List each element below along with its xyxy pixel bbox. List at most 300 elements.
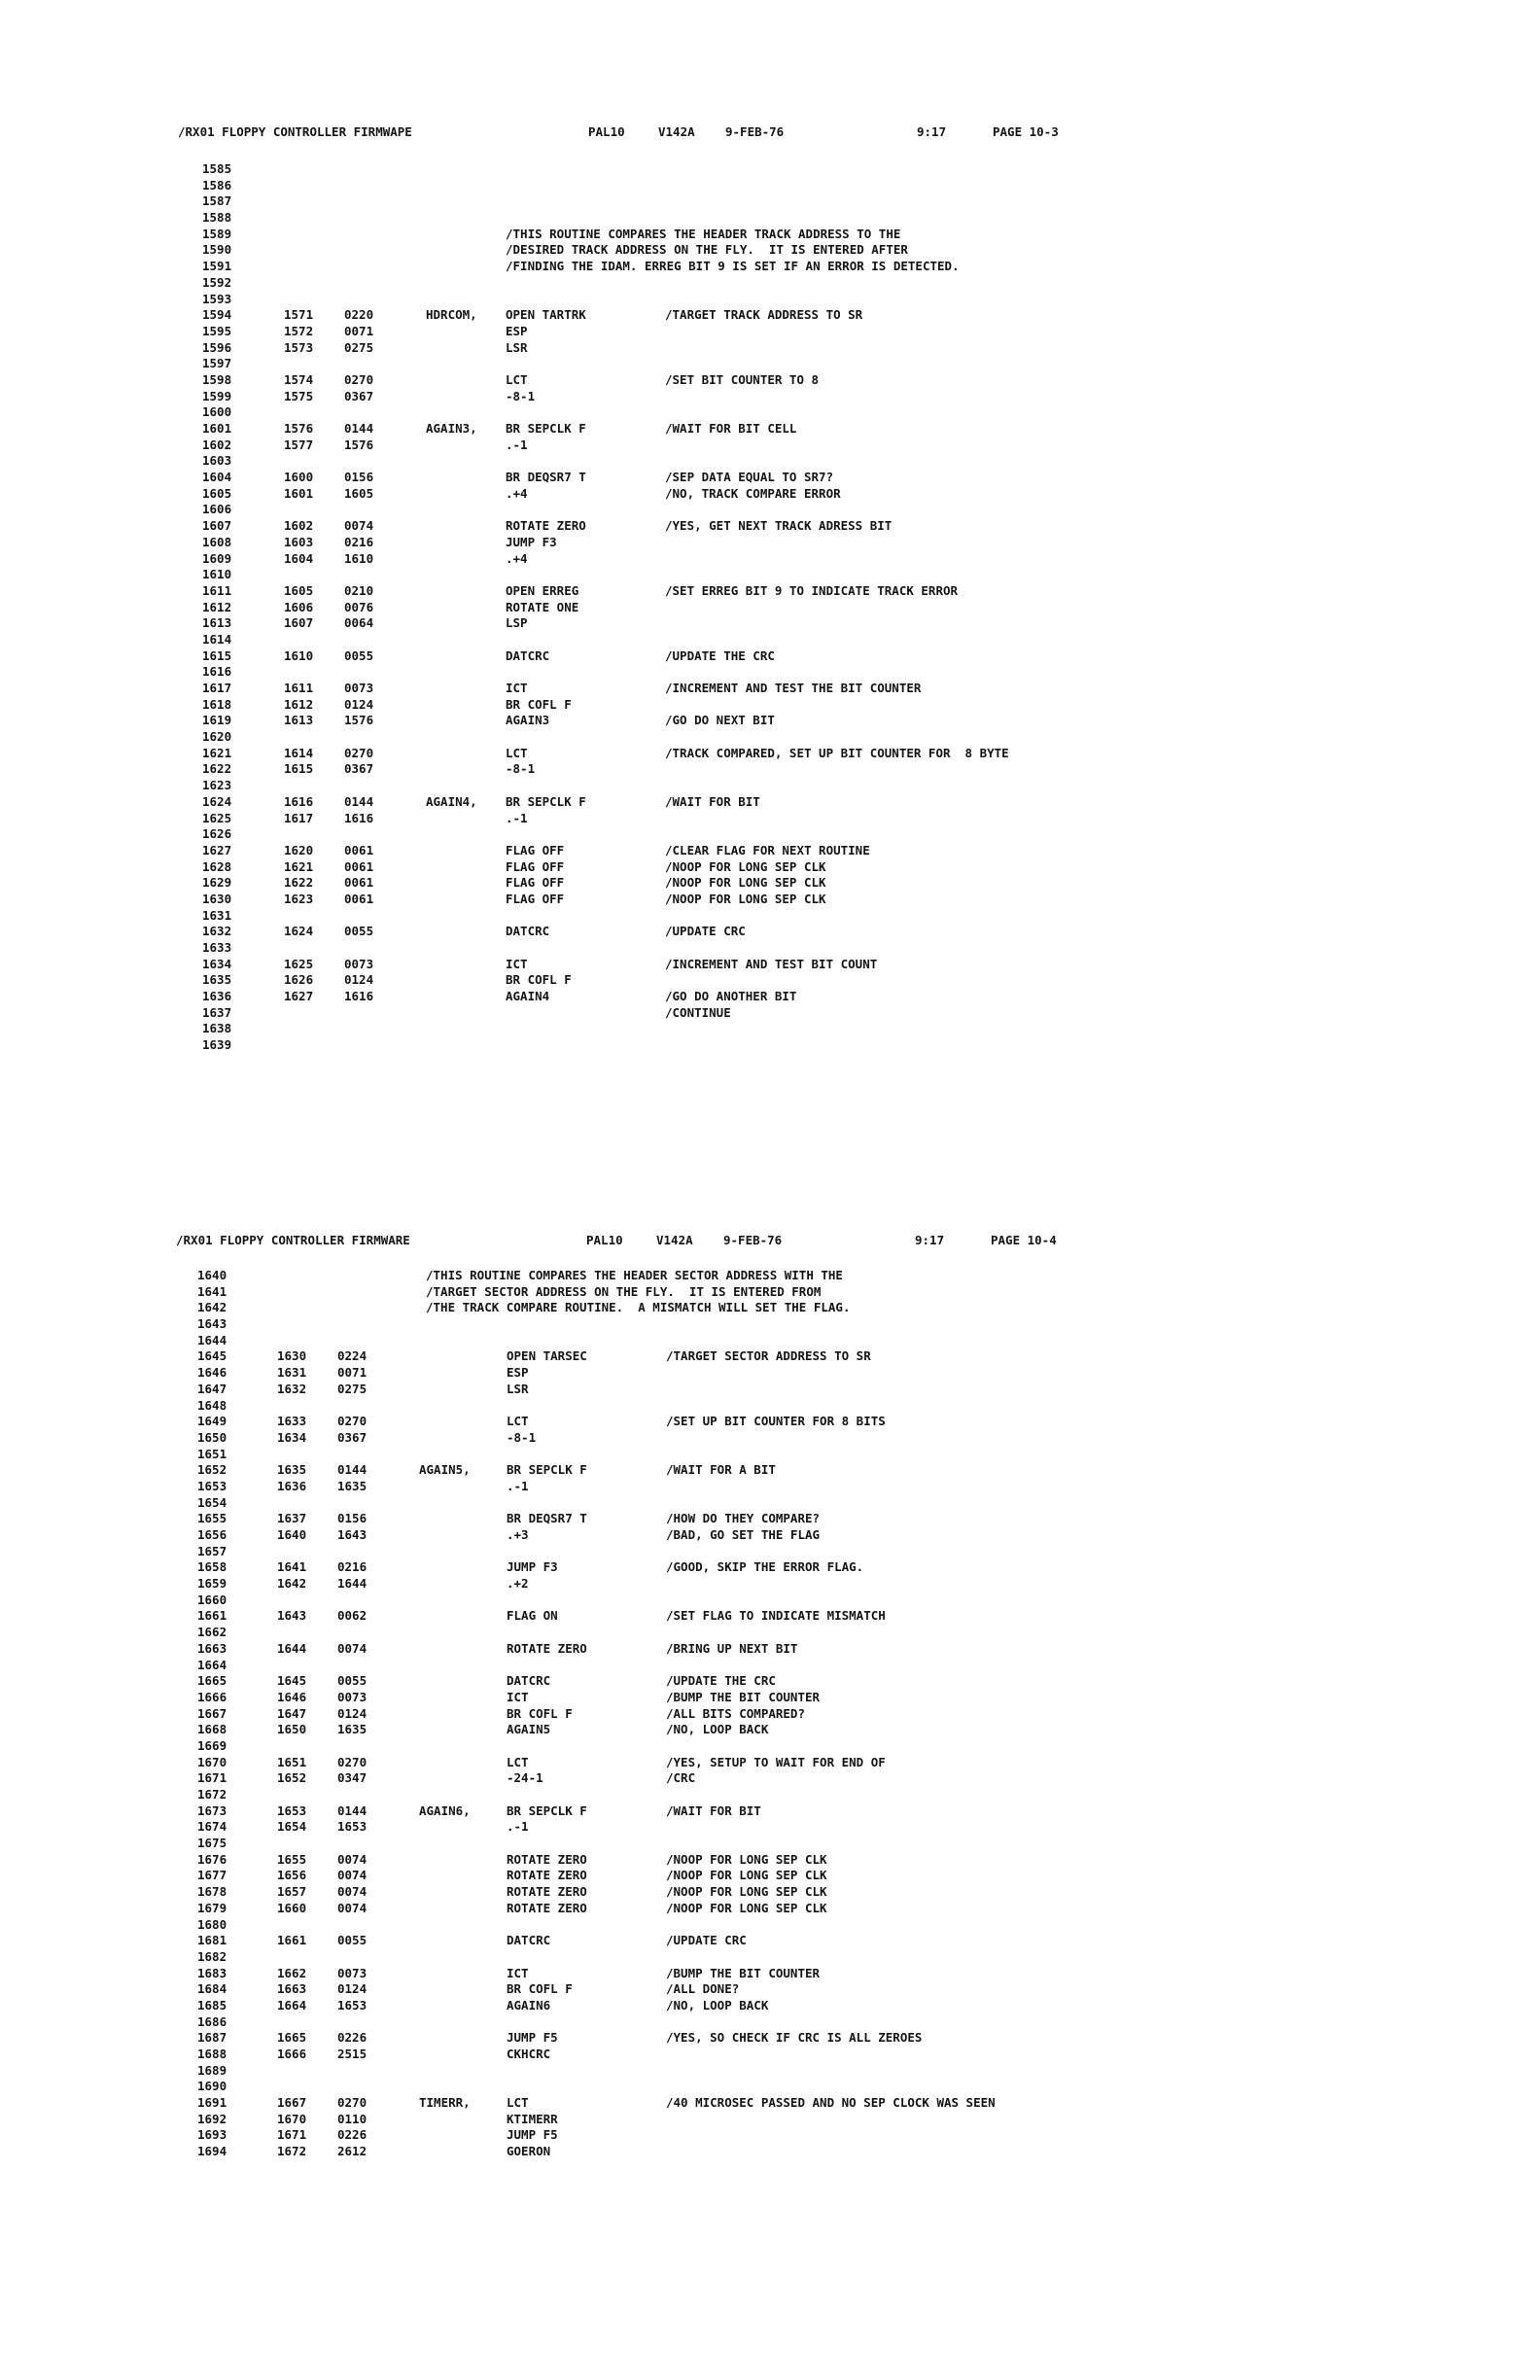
octal-address: 1572	[284, 323, 314, 338]
comment: /INCREMENT AND TEST BIT COUNT	[665, 956, 878, 971]
instruction: OPEN ERREG	[506, 582, 579, 598]
octal-code: 0144	[344, 421, 374, 436]
octal-code: 0270	[337, 1754, 368, 1769]
instruction: ICT	[507, 1689, 529, 1704]
line-number: 1590	[202, 242, 232, 258]
block-comment: /THIS ROUTINE COMPARES THE HEADER TRACK ADDRESS TO THE	[506, 226, 901, 241]
comment: /WAIT FOR BIT	[665, 793, 760, 809]
octal-code: 0071	[337, 1365, 368, 1381]
instruction: LCT	[507, 1754, 529, 1769]
line-number: 1622	[202, 761, 232, 777]
comment: /UPDATE CRC	[665, 924, 746, 939]
line-number: 1678	[197, 1884, 228, 1900]
line-number: 1589	[202, 226, 232, 241]
line-number: 1594	[202, 307, 232, 323]
line-number: 1597	[202, 356, 232, 371]
instruction: ESP	[506, 323, 528, 338]
octal-code: 1610	[344, 550, 374, 566]
line-number: 1682	[197, 1948, 228, 1964]
octal-code: 0055	[337, 1673, 368, 1689]
instruction: ESP	[507, 1365, 529, 1381]
comment: /NOOP FOR LONG SEP CLK	[665, 858, 826, 874]
comment: /CONTINUE	[665, 1004, 731, 1020]
octal-code: 0367	[344, 761, 374, 777]
line-number: 1656	[197, 1527, 228, 1542]
octal-code: 0076	[344, 599, 374, 614]
octal-address: 1643	[277, 1608, 307, 1624]
assembler-name: PAL10	[588, 124, 625, 139]
octal-code: 0074	[337, 1868, 368, 1883]
comment: /NOOP FOR LONG SEP CLK	[665, 875, 826, 891]
instruction: .+4	[506, 485, 528, 501]
comment: /INCREMENT AND TEST THE BIT COUNTER	[665, 681, 922, 695]
line-number: 1674	[197, 1819, 228, 1835]
line-number: 1640	[197, 1268, 228, 1282]
instruction: FLAG OFF	[506, 875, 565, 891]
octal-address: 1600	[284, 470, 314, 485]
comment: /ALL BITS COMPARED?	[666, 1705, 805, 1721]
comment: /ALL DONE?	[666, 1981, 740, 1997]
octal-code: 0226	[337, 2030, 368, 2046]
octal-address: 1625	[284, 956, 314, 971]
assembler-version: V142A	[658, 124, 695, 139]
comment: /TRACK COMPARED, SET UP BIT COUNTER FOR 8 BYTE	[665, 745, 1009, 760]
octal-address: 1615	[284, 761, 314, 777]
octal-address: 1646	[277, 1689, 307, 1704]
octal-address: 1604	[284, 550, 314, 566]
octal-code: 0216	[337, 1559, 368, 1575]
page-header	[178, 124, 1059, 142]
instruction: .-1	[507, 1478, 529, 1493]
line-number: 1617	[202, 681, 232, 695]
line-number: 1605	[202, 485, 232, 501]
comment: /UPDATE THE CRC	[666, 1673, 776, 1689]
line-number: 1662	[197, 1625, 228, 1640]
octal-address: 1626	[284, 972, 314, 988]
octal-code: 0061	[344, 842, 374, 858]
line-number: 1607	[202, 518, 232, 534]
line-number: 1688	[197, 2047, 228, 2061]
line-number: 1651	[197, 1446, 228, 1461]
instruction: AGAIN6	[507, 1997, 551, 2012]
line-number: 1601	[202, 421, 232, 436]
octal-code: 0144	[344, 793, 374, 809]
octal-address: 1670	[277, 2111, 307, 2126]
octal-code: 1616	[344, 989, 374, 1004]
line-number: 1693	[197, 2127, 228, 2143]
comment: /UPDATE THE CRC	[665, 648, 775, 663]
octal-address: 1655	[277, 1851, 307, 1867]
comment: /UPDATE CRC	[666, 1933, 747, 1948]
instruction: BR COFL F	[506, 696, 572, 712]
line-number: 1634	[202, 956, 232, 971]
instruction: OPEN TARTRK	[506, 307, 586, 323]
instruction: BR SEPCLK F	[507, 1802, 587, 1818]
octal-address: 1571	[284, 307, 314, 323]
comment: /TARGET TRACK ADDRESS TO SR	[665, 307, 863, 323]
octal-address: 1650	[277, 1722, 307, 1737]
line-number: 1606	[202, 502, 232, 517]
line-number: 1627	[202, 842, 232, 858]
line-number: 1612	[202, 599, 232, 614]
octal-code: 0110	[337, 2111, 368, 2126]
octal-code: 0270	[337, 1414, 368, 1429]
line-number: 1614	[202, 631, 232, 647]
instruction: AGAIN3	[506, 713, 550, 728]
instruction: LCT	[507, 2095, 529, 2111]
octal-address: 1634	[277, 1429, 307, 1445]
octal-address: 1647	[277, 1705, 307, 1721]
instruction: GOERON	[507, 2144, 551, 2159]
octal-address: 1607	[284, 615, 314, 631]
instruction: BR COFL F	[507, 1705, 573, 1721]
comment: /HOW DO THEY COMPARE?	[666, 1511, 821, 1526]
instruction: .-1	[507, 1819, 529, 1835]
instruction: ROTATE ZERO	[506, 518, 586, 534]
octal-address: 1622	[284, 875, 314, 891]
comment: /NOOP FOR LONG SEP CLK	[665, 891, 826, 906]
octal-code: 0367	[337, 1429, 368, 1445]
line-number: 1611	[202, 582, 232, 598]
line-number: 1598	[202, 371, 232, 387]
octal-address: 1573	[284, 339, 314, 355]
block-comment: /TARGET SECTOR ADDRESS ON THE FLY. IT IS ENTERED FROM	[426, 1283, 822, 1299]
line-number: 1661	[197, 1608, 228, 1624]
instruction: BR DEQSR7 T	[507, 1511, 587, 1526]
comment: /BUMP THE BIT COUNTER	[666, 1689, 821, 1704]
line-number: 1596	[202, 339, 232, 355]
comment: /CLEAR FLAG FOR NEXT ROUTINE	[665, 842, 870, 858]
listing-time: 9:17	[917, 124, 947, 139]
instruction: ROTATE ZERO	[507, 1851, 587, 1867]
instruction: AGAIN4	[506, 989, 550, 1004]
comment: /CRC	[666, 1770, 696, 1786]
instruction: .+4	[506, 550, 528, 566]
line-number: 1679	[197, 1900, 228, 1915]
octal-code: 0073	[344, 956, 374, 971]
line-number: 1613	[202, 615, 232, 631]
octal-code: 0073	[337, 1965, 368, 1980]
octal-address: 1656	[277, 1868, 307, 1883]
line-number: 1618	[202, 696, 232, 712]
octal-code: 0270	[344, 745, 374, 760]
instruction: ROTATE ZERO	[507, 1868, 587, 1883]
instruction: -8-1	[506, 388, 536, 403]
instruction: .-1	[506, 810, 528, 825]
line-number: 1616	[202, 664, 232, 680]
comment: /NO, TRACK COMPARE ERROR	[665, 485, 841, 501]
octal-address: 1645	[277, 1673, 307, 1689]
octal-code: 0210	[344, 582, 374, 598]
line-number: 1638	[202, 1021, 232, 1036]
instruction: ICT	[506, 956, 528, 971]
comment: /BAD, GO SET THE FLAG	[666, 1527, 821, 1542]
octal-code: 0220	[344, 307, 374, 323]
symbol-label: AGAIN6,	[419, 1802, 471, 1818]
symbol-label: HDRCOM,	[426, 307, 477, 323]
line-number: 1691	[197, 2095, 228, 2111]
comment: /SET UP BIT COUNTER FOR 8 BITS	[666, 1414, 886, 1429]
octal-code: 0074	[337, 1900, 368, 1915]
octal-code: 0124	[337, 1705, 368, 1721]
instruction: DATCRC	[506, 924, 550, 939]
octal-code: 1653	[337, 1997, 368, 2012]
octal-address: 1631	[277, 1365, 307, 1381]
instruction: LSR	[507, 1381, 529, 1396]
octal-code: 1644	[337, 1576, 368, 1592]
instruction: DATCRC	[507, 1673, 551, 1689]
comment: /SEP DATA EQUAL TO SR7?	[665, 470, 834, 485]
listing-title: /RX01 FLOPPY CONTROLLER FIRMWAPE	[178, 124, 412, 139]
comment: /SET BIT COUNTER TO 8	[665, 371, 820, 387]
octal-code: 1605	[344, 485, 374, 501]
line-number: 1648	[197, 1397, 228, 1413]
octal-address: 1667	[277, 2095, 307, 2111]
line-number: 1687	[197, 2030, 228, 2046]
octal-code: 0055	[337, 1933, 368, 1948]
octal-address: 1672	[277, 2144, 307, 2159]
instruction: ROTATE ZERO	[507, 1900, 587, 1915]
line-number: 1586	[202, 177, 232, 192]
octal-code: 0275	[344, 339, 374, 355]
line-number: 1676	[197, 1851, 228, 1867]
comment: /NO, LOOP BACK	[666, 1722, 769, 1737]
octal-code: 0055	[344, 924, 374, 939]
line-number: 1660	[197, 1592, 228, 1607]
octal-code: 1576	[344, 713, 374, 728]
comment: /WAIT FOR A BIT	[666, 1462, 776, 1478]
octal-address: 1605	[284, 582, 314, 598]
instruction: LCT	[507, 1414, 529, 1429]
symbol-label: TIMERR,	[419, 2095, 471, 2111]
line-number: 1644	[197, 1332, 228, 1348]
comment: /NOOP FOR LONG SEP CLK	[666, 1868, 827, 1883]
line-number: 1620	[202, 729, 232, 745]
line-number: 1681	[197, 1933, 228, 1948]
comment: /TARGET SECTOR ADDRESS TO SR	[666, 1348, 871, 1364]
line-number: 1608	[202, 534, 232, 549]
line-number: 1619	[202, 713, 232, 728]
instruction: FLAG ON	[507, 1608, 558, 1624]
comment: /GO DO NEXT BIT	[665, 713, 775, 728]
octal-address: 1601	[284, 485, 314, 501]
block-comment: /THE TRACK COMPARE ROUTINE. A MISMATCH WILL SET THE FLAG.	[426, 1300, 851, 1315]
instruction: ICT	[507, 1965, 529, 1980]
line-number: 1591	[202, 259, 232, 274]
listing-date: 9-FEB-76	[725, 124, 785, 139]
line-number: 1623	[202, 778, 232, 793]
line-number: 1646	[197, 1365, 228, 1381]
listing-date: 9-FEB-76	[723, 1233, 783, 1247]
line-number: 1587	[202, 193, 232, 209]
octal-code: 0216	[344, 534, 374, 549]
line-number: 1629	[202, 875, 232, 891]
octal-code: 0061	[344, 891, 374, 906]
octal-address: 1641	[277, 1559, 307, 1575]
instruction: FLAG OFF	[506, 842, 565, 858]
octal-code: 2515	[337, 2047, 368, 2061]
octal-code: 0124	[344, 972, 374, 988]
octal-address: 1603	[284, 534, 314, 549]
instruction: AGAIN5	[507, 1722, 551, 1737]
instruction: .+3	[507, 1527, 529, 1542]
block-comment: /DESIRED TRACK ADDRESS ON THE FLY. IT IS ENTERED AFTER	[506, 242, 908, 258]
line-number: 1649	[197, 1414, 228, 1429]
symbol-label: AGAIN4,	[426, 793, 477, 809]
instruction: DATCRC	[507, 1933, 551, 1948]
octal-address: 1574	[284, 371, 314, 387]
octal-address: 1664	[277, 1997, 307, 2012]
line-number: 1641	[197, 1283, 228, 1299]
instruction: -24-1	[507, 1770, 543, 1786]
line-number: 1600	[202, 404, 232, 420]
instruction: -8-1	[506, 761, 536, 777]
line-number: 1624	[202, 793, 232, 809]
line-number: 1592	[202, 274, 232, 290]
line-number: 1671	[197, 1770, 228, 1786]
instruction: ROTATE ZERO	[507, 1884, 587, 1900]
octal-code: 1635	[337, 1722, 368, 1737]
instruction: ROTATE ZERO	[507, 1640, 587, 1656]
line-number: 1690	[197, 2079, 228, 2094]
instruction: .+2	[507, 1576, 529, 1592]
instruction: BR SEPCLK F	[506, 793, 586, 809]
line-number: 1602	[202, 437, 232, 452]
line-number: 1636	[202, 989, 232, 1004]
comment: /SET ERREG BIT 9 TO INDICATE TRACK ERROR	[665, 582, 959, 598]
octal-code: 0073	[337, 1689, 368, 1704]
octal-code: 0270	[344, 371, 374, 387]
comment: /YES, SO CHECK IF CRC IS ALL ZEROES	[666, 2030, 923, 2046]
octal-code: 0156	[337, 1511, 368, 1526]
line-number: 1630	[202, 891, 232, 906]
line-number: 1655	[197, 1511, 228, 1526]
octal-address: 1627	[284, 989, 314, 1004]
line-number: 1603	[202, 453, 232, 469]
octal-address: 1651	[277, 1754, 307, 1769]
octal-address: 1576	[284, 421, 314, 436]
line-number: 1632	[202, 924, 232, 939]
instruction: BR SEPCLK F	[507, 1462, 587, 1478]
octal-address: 1612	[284, 696, 314, 712]
octal-code: 0064	[344, 615, 374, 631]
line-number: 1670	[197, 1754, 228, 1769]
comment: /YES, GET NEXT TRACK ADRESS BIT	[665, 518, 892, 534]
line-number: 1657	[197, 1543, 228, 1558]
listing-time: 9:17	[915, 1233, 945, 1247]
octal-code: 0270	[337, 2095, 368, 2111]
instruction: LSR	[506, 339, 528, 355]
line-number: 1585	[202, 161, 232, 176]
comment: /NO, LOOP BACK	[666, 1997, 769, 2012]
line-number: 1664	[197, 1657, 228, 1672]
line-number: 1647	[197, 1381, 228, 1396]
line-number: 1645	[197, 1348, 228, 1364]
octal-address: 1606	[284, 599, 314, 614]
octal-code: 0367	[344, 388, 374, 403]
instruction: ICT	[506, 681, 528, 695]
comment: /WAIT FOR BIT	[666, 1802, 761, 1818]
octal-code: 1635	[337, 1478, 368, 1493]
line-number: 1621	[202, 745, 232, 760]
line-number: 1639	[202, 1037, 232, 1053]
octal-code: 0347	[337, 1770, 368, 1786]
comment: /40 MICROSEC PASSED AND NO SEP CLOCK WAS SEEN	[666, 2095, 996, 2111]
octal-address: 1653	[277, 1802, 307, 1818]
octal-code: 2612	[337, 2144, 368, 2159]
octal-address: 1665	[277, 2030, 307, 2046]
octal-address: 1662	[277, 1965, 307, 1980]
line-number: 1615	[202, 648, 232, 663]
instruction: BR SEPCLK F	[506, 421, 586, 436]
octal-address: 1657	[277, 1884, 307, 1900]
octal-code: 1643	[337, 1527, 368, 1542]
line-number: 1665	[197, 1673, 228, 1689]
octal-address: 1666	[277, 2047, 307, 2061]
line-number: 1642	[197, 1300, 228, 1315]
octal-code: 0144	[337, 1802, 368, 1818]
line-number: 1626	[202, 826, 232, 842]
octal-code: 0074	[337, 1851, 368, 1867]
line-number: 1588	[202, 210, 232, 226]
octal-code: 0224	[337, 1348, 368, 1364]
instruction: JUMP F3	[507, 1559, 558, 1575]
line-number: 1663	[197, 1640, 228, 1656]
line-number: 1633	[202, 940, 232, 955]
line-number: 1666	[197, 1689, 228, 1704]
line-number: 1652	[197, 1462, 228, 1478]
instruction: JUMP F3	[506, 534, 557, 549]
instruction: JUMP F5	[507, 2127, 558, 2143]
octal-address: 1671	[277, 2127, 307, 2143]
instruction: -8-1	[507, 1429, 537, 1445]
octal-address: 1633	[277, 1414, 307, 1429]
instruction: LSP	[506, 615, 528, 631]
line-number: 1668	[197, 1722, 228, 1737]
block-comment: /THIS ROUTINE COMPARES THE HEADER SECTOR ADDRESS WITH THE	[426, 1268, 843, 1282]
line-number: 1658	[197, 1559, 228, 1575]
octal-address: 1652	[277, 1770, 307, 1786]
octal-code: 0124	[344, 696, 374, 712]
line-number: 1680	[197, 1916, 228, 1932]
line-number: 1677	[197, 1868, 228, 1883]
octal-address: 1642	[277, 1576, 307, 1592]
octal-address: 1640	[277, 1527, 307, 1542]
line-number: 1650	[197, 1429, 228, 1445]
octal-code: 1653	[337, 1819, 368, 1835]
symbol-label: AGAIN5,	[419, 1462, 471, 1478]
octal-address: 1621	[284, 858, 314, 874]
page-number: PAGE 10-3	[993, 124, 1059, 139]
page-number: PAGE 10-4	[991, 1233, 1057, 1247]
instruction: FLAG OFF	[506, 891, 565, 906]
line-number: 1593	[202, 291, 232, 306]
line-number: 1694	[197, 2144, 228, 2159]
octal-address: 1614	[284, 745, 314, 760]
octal-address: 1663	[277, 1981, 307, 1997]
comment: /BUMP THE BIT COUNTER	[666, 1965, 821, 1980]
octal-code: 0055	[344, 648, 374, 663]
line-number: 1654	[197, 1494, 228, 1510]
comment: /NOOP FOR LONG SEP CLK	[666, 1884, 827, 1900]
instruction: FLAG OFF	[506, 858, 565, 874]
octal-address: 1602	[284, 518, 314, 534]
line-number: 1667	[197, 1705, 228, 1721]
octal-code: 0226	[337, 2127, 368, 2143]
instruction: LCT	[506, 745, 528, 760]
octal-code: 0061	[344, 875, 374, 891]
instruction: CKHCRC	[507, 2047, 551, 2061]
